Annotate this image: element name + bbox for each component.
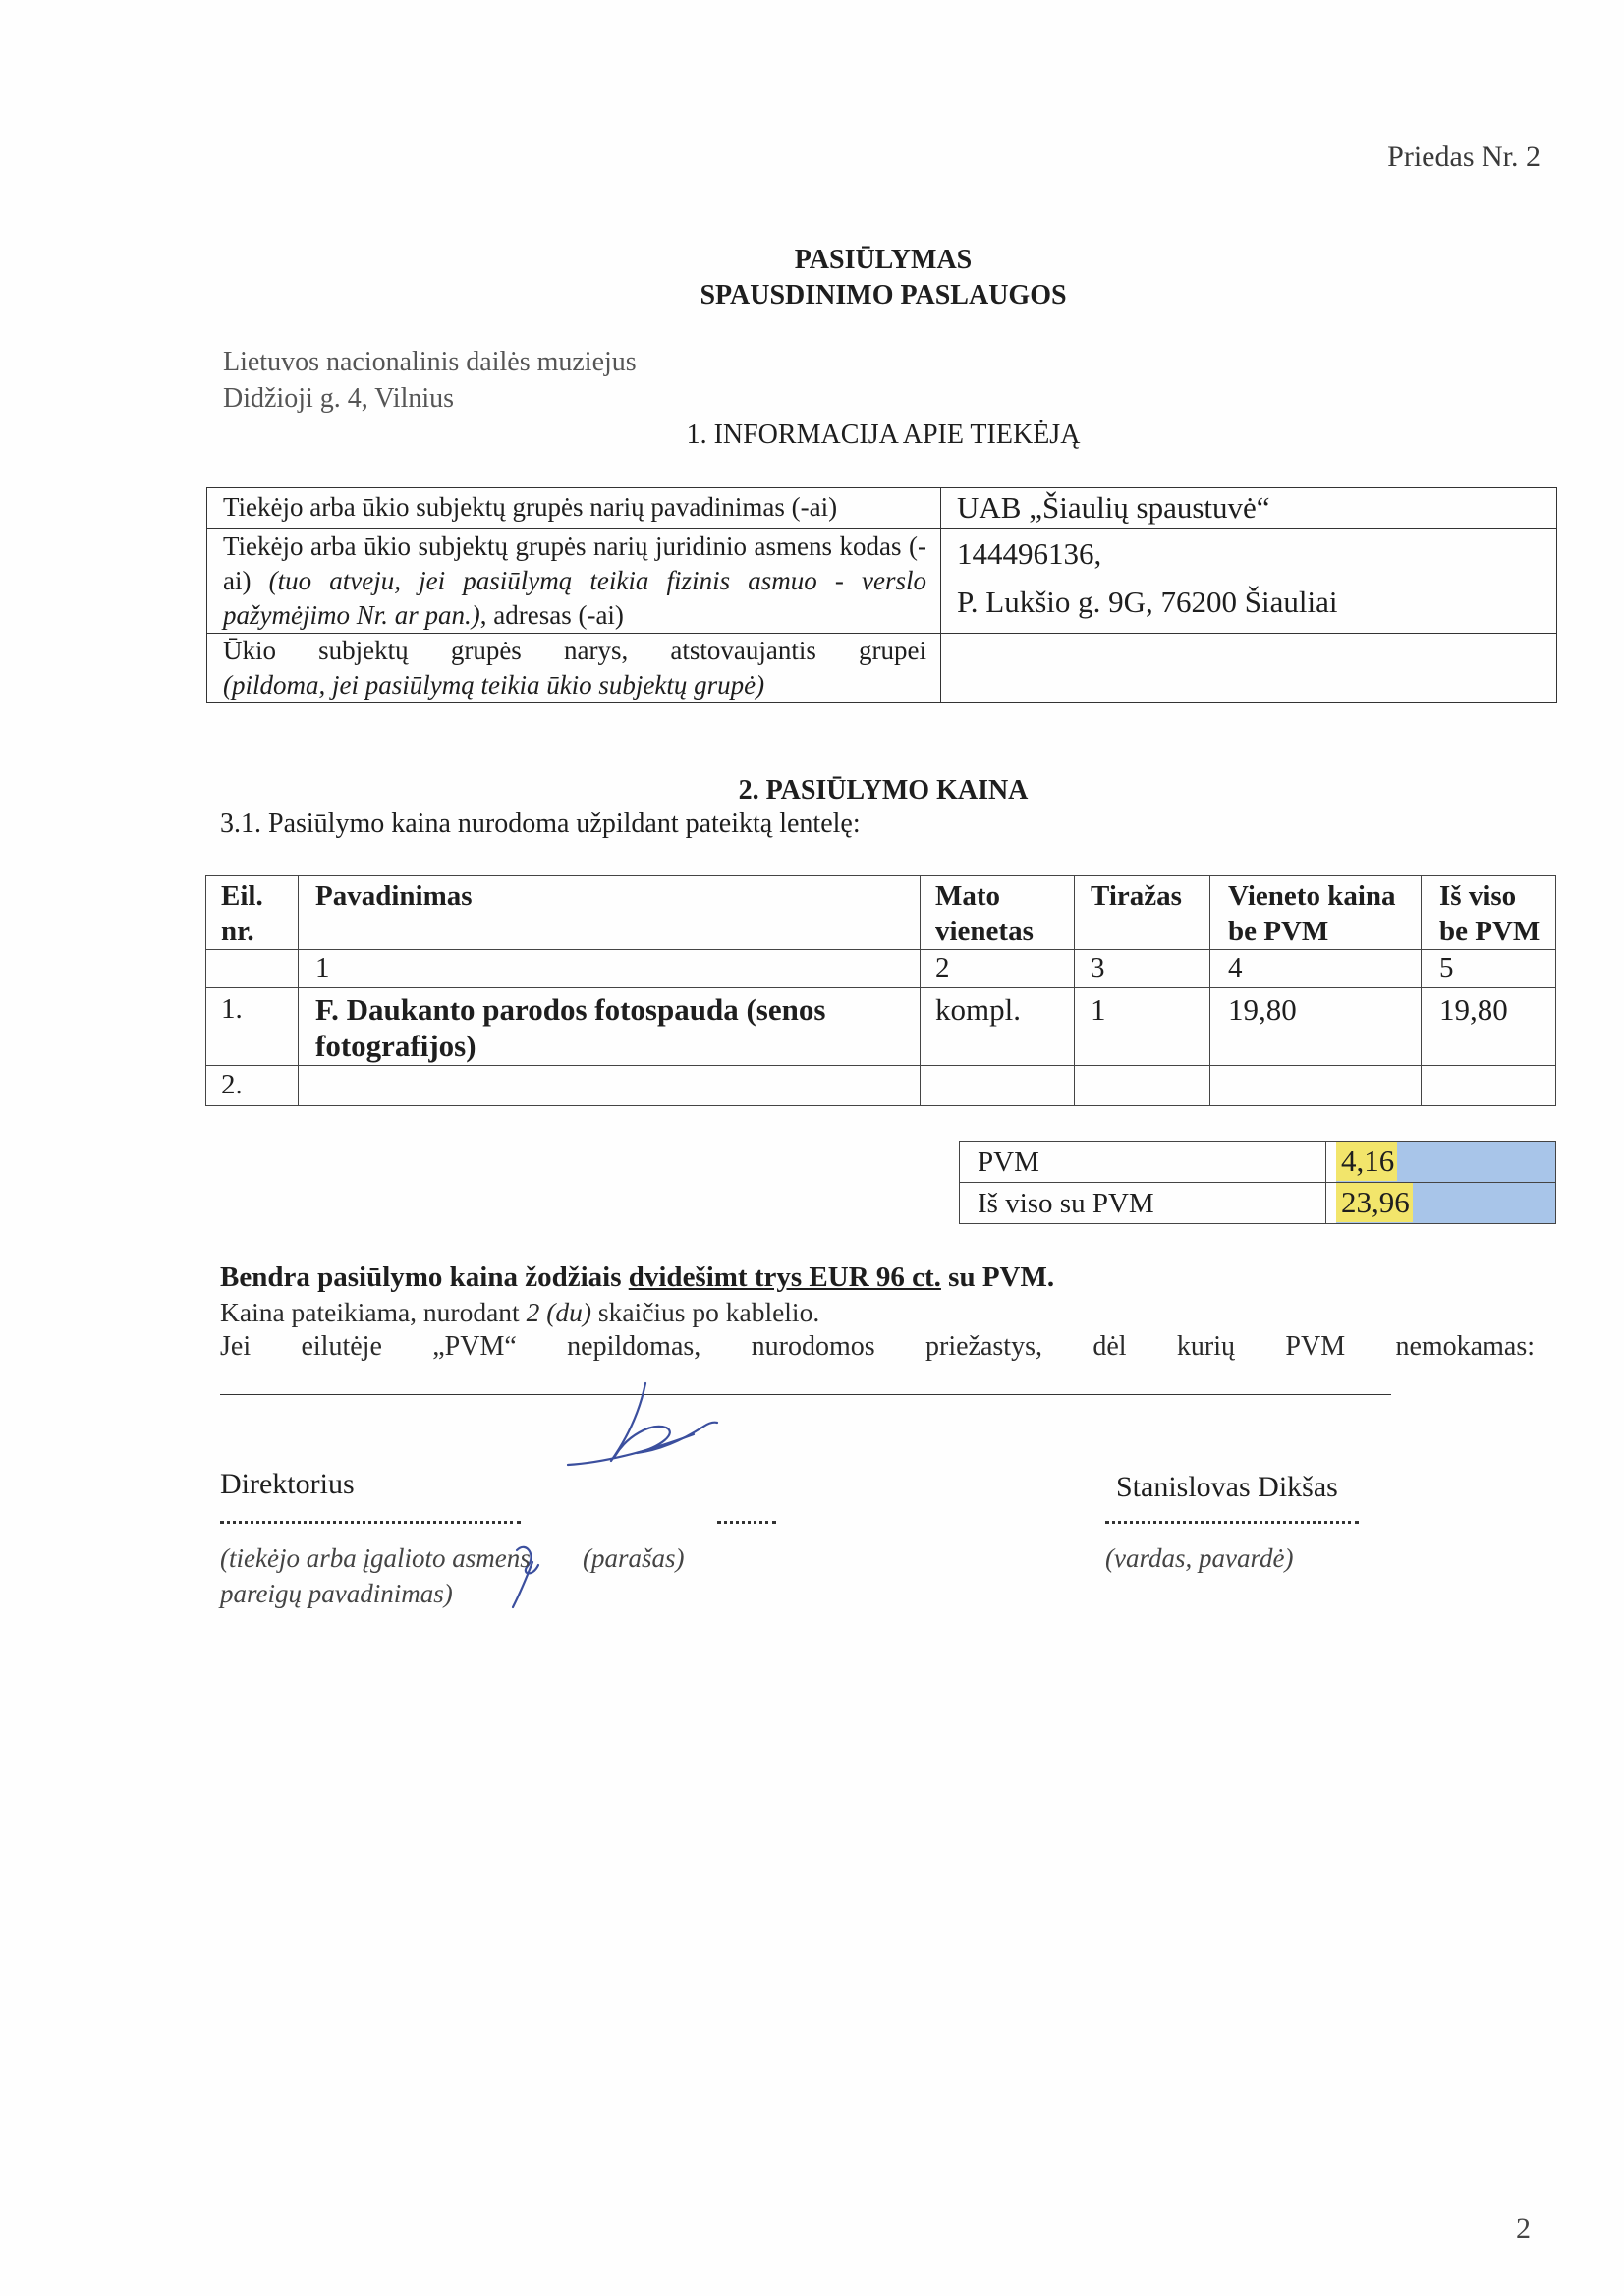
col-header-number-line1: Eil. [221, 880, 263, 912]
price-table-header [206, 876, 1556, 950]
col-header-number [206, 876, 299, 950]
vat-row [960, 1142, 1556, 1183]
decimal-precision-start: Kaina pateikiama, nurodant [220, 1297, 520, 1327]
vat-exemption-reason-line [220, 1394, 1391, 1395]
document-title: PASIŪLYMAS [794, 245, 973, 275]
col-header-name [299, 876, 921, 950]
grand-total-row [960, 1183, 1556, 1224]
recipient-address: Didžioji g. 4, Vilnius [223, 383, 455, 414]
col-header-unit-price-line2: be PVM [1228, 916, 1329, 947]
row-unit: kompl. [921, 988, 1075, 1066]
supplier-code-label-end: , adresas (-ai) [479, 600, 624, 630]
name-dotted-line [1105, 1521, 1359, 1524]
vat-exemption-prompt: Jei eilutėje „PVM“ nepildomas, nurodomos priežastys, dėl kurių PVM nemokamas: [220, 1331, 1535, 1362]
table-row [206, 988, 1556, 1066]
supplier-code-label-note: (tuo atveju, jei pasiūlymą teikia fizinis asmuo - verslo pažymėjimo Nr. ar pan.) [223, 566, 927, 630]
name-caption: (vardas, pavardė) [1105, 1543, 1294, 1573]
column-number: 2 [921, 950, 1075, 988]
price-table [205, 875, 1556, 1106]
col-header-number-line2: nr. [221, 916, 254, 947]
group-member-value [941, 634, 1557, 703]
col-header-total [1422, 876, 1556, 950]
supplier-name-label: Tiekėjo arba ūkio subjektų grupės narių pavadinimas (-ai) [207, 488, 941, 529]
signer-position: Direktorius [220, 1468, 355, 1500]
row-item-name: F. Daukanto parodos fotospauda (senos fotografijos) [299, 988, 921, 1066]
row-unit-price: 19,80 [1210, 988, 1422, 1066]
row-unit-price [1210, 1066, 1422, 1106]
col-header-unit-line2: vienetas [935, 916, 1034, 947]
row-total [1422, 1066, 1556, 1106]
decimal-precision-value: 2 (du) [526, 1297, 592, 1327]
decimal-precision-end: skaičius po kablelio. [597, 1297, 820, 1327]
col-header-quantity-line1: Tiražas [1091, 880, 1182, 912]
supplier-code-value [941, 529, 1557, 634]
total-in-words [220, 1260, 1054, 1295]
total-in-words-suffix: su PVM. [948, 1261, 1055, 1293]
column-number: 4 [1210, 950, 1422, 988]
supplier-info-table [206, 487, 1557, 703]
vat-amount: 4,16 [1336, 1142, 1397, 1181]
handwritten-signature [491, 1366, 747, 1621]
decimal-precision-note [220, 1295, 819, 1330]
grand-total-amount-cell [1326, 1183, 1556, 1224]
grand-total-label: Iš viso su PVM [960, 1183, 1326, 1224]
group-member-label [207, 634, 941, 703]
recipient-name: Lietuvos nacionalinis dailės muziejus [223, 347, 637, 377]
supplier-name-row [207, 488, 1557, 529]
col-header-unit-line1: Mato [935, 880, 1001, 912]
section-2-heading: 2. PASIŪLYMO KAINA [738, 775, 1029, 806]
column-number: 5 [1422, 950, 1556, 988]
column-number: 3 [1075, 950, 1210, 988]
row-number: 2. [206, 1066, 299, 1106]
supplier-code-row [207, 529, 1557, 634]
column-number: 1 [299, 950, 921, 988]
row-total: 19,80 [1422, 988, 1556, 1066]
annex-label: Priedas Nr. 2 [1387, 140, 1540, 173]
section-1-heading: 1. INFORMACIJA APIE TIEKĖJĄ [686, 420, 1081, 450]
table-row [206, 1066, 1556, 1106]
row-item-name [299, 1066, 921, 1106]
position-caption-line-1: (tiekėjo arba įgalioto asmens [220, 1543, 531, 1573]
col-header-total-line1: Iš viso [1439, 880, 1517, 912]
supplier-code-label [207, 529, 941, 634]
row-quantity: 1 [1075, 988, 1210, 1066]
col-header-total-line2: be PVM [1439, 916, 1540, 947]
signature-stroke [611, 1383, 645, 1461]
page-number: 2 [1516, 2212, 1531, 2245]
supplier-address: P. Lukšio g. 9G, 76200 Šiauliai [957, 585, 1338, 619]
group-member-row [207, 634, 1557, 703]
supplier-name-value: UAB „Šiaulių spaustuvė“ [941, 488, 1557, 529]
supplier-code-label-text: Tiekėjo arba ūkio subjektų grupės narių juridinio asmens kodas (-ai) [223, 532, 926, 595]
price-table-intro: 3.1. Pasiūlymo kaina nurodoma užpildant pateiktą lentelę: [220, 809, 861, 839]
vat-amount-cell [1326, 1142, 1556, 1183]
col-header-unit-price [1210, 876, 1422, 950]
row-number: 1. [206, 988, 299, 1066]
position-caption-line-2: pareigų pavadinimas) [220, 1579, 453, 1608]
grand-total-amount: 23,96 [1336, 1183, 1413, 1222]
col-header-quantity [1075, 876, 1210, 950]
signature-caption: (parašas) [583, 1543, 685, 1573]
column-number-row [206, 950, 1556, 988]
signer-name: Stanislovas Dikšas [1116, 1471, 1338, 1503]
row-unit [921, 1066, 1075, 1106]
vat-label: PVM [960, 1142, 1326, 1183]
group-member-label-note: (pildoma, jei pasiūlymą teikia ūkio subjektų grupė) [223, 670, 765, 700]
col-header-unit [921, 876, 1075, 950]
total-in-words-label: Bendra pasiūlymo kaina žodžiais [220, 1261, 622, 1293]
document-subtitle: SPAUSDINIMO PASLAUGOS [700, 280, 1067, 310]
col-header-name-line1: Pavadinimas [315, 880, 473, 912]
group-member-label-text: Ūkio subjektų grupės narys, atstovaujantis grupei [223, 636, 926, 665]
row-quantity [1075, 1066, 1210, 1106]
signature-dotted-line [717, 1521, 776, 1524]
column-number-empty [206, 950, 299, 988]
position-dotted-line [220, 1521, 521, 1524]
supplier-legal-code: 144496136, [957, 536, 1102, 571]
recipient-block [223, 344, 637, 417]
total-in-words-value: dvidešimt trys EUR 96 ct. [628, 1261, 941, 1293]
totals-table [959, 1141, 1556, 1224]
col-header-unit-price-line1: Vieneto kaina [1228, 880, 1396, 912]
